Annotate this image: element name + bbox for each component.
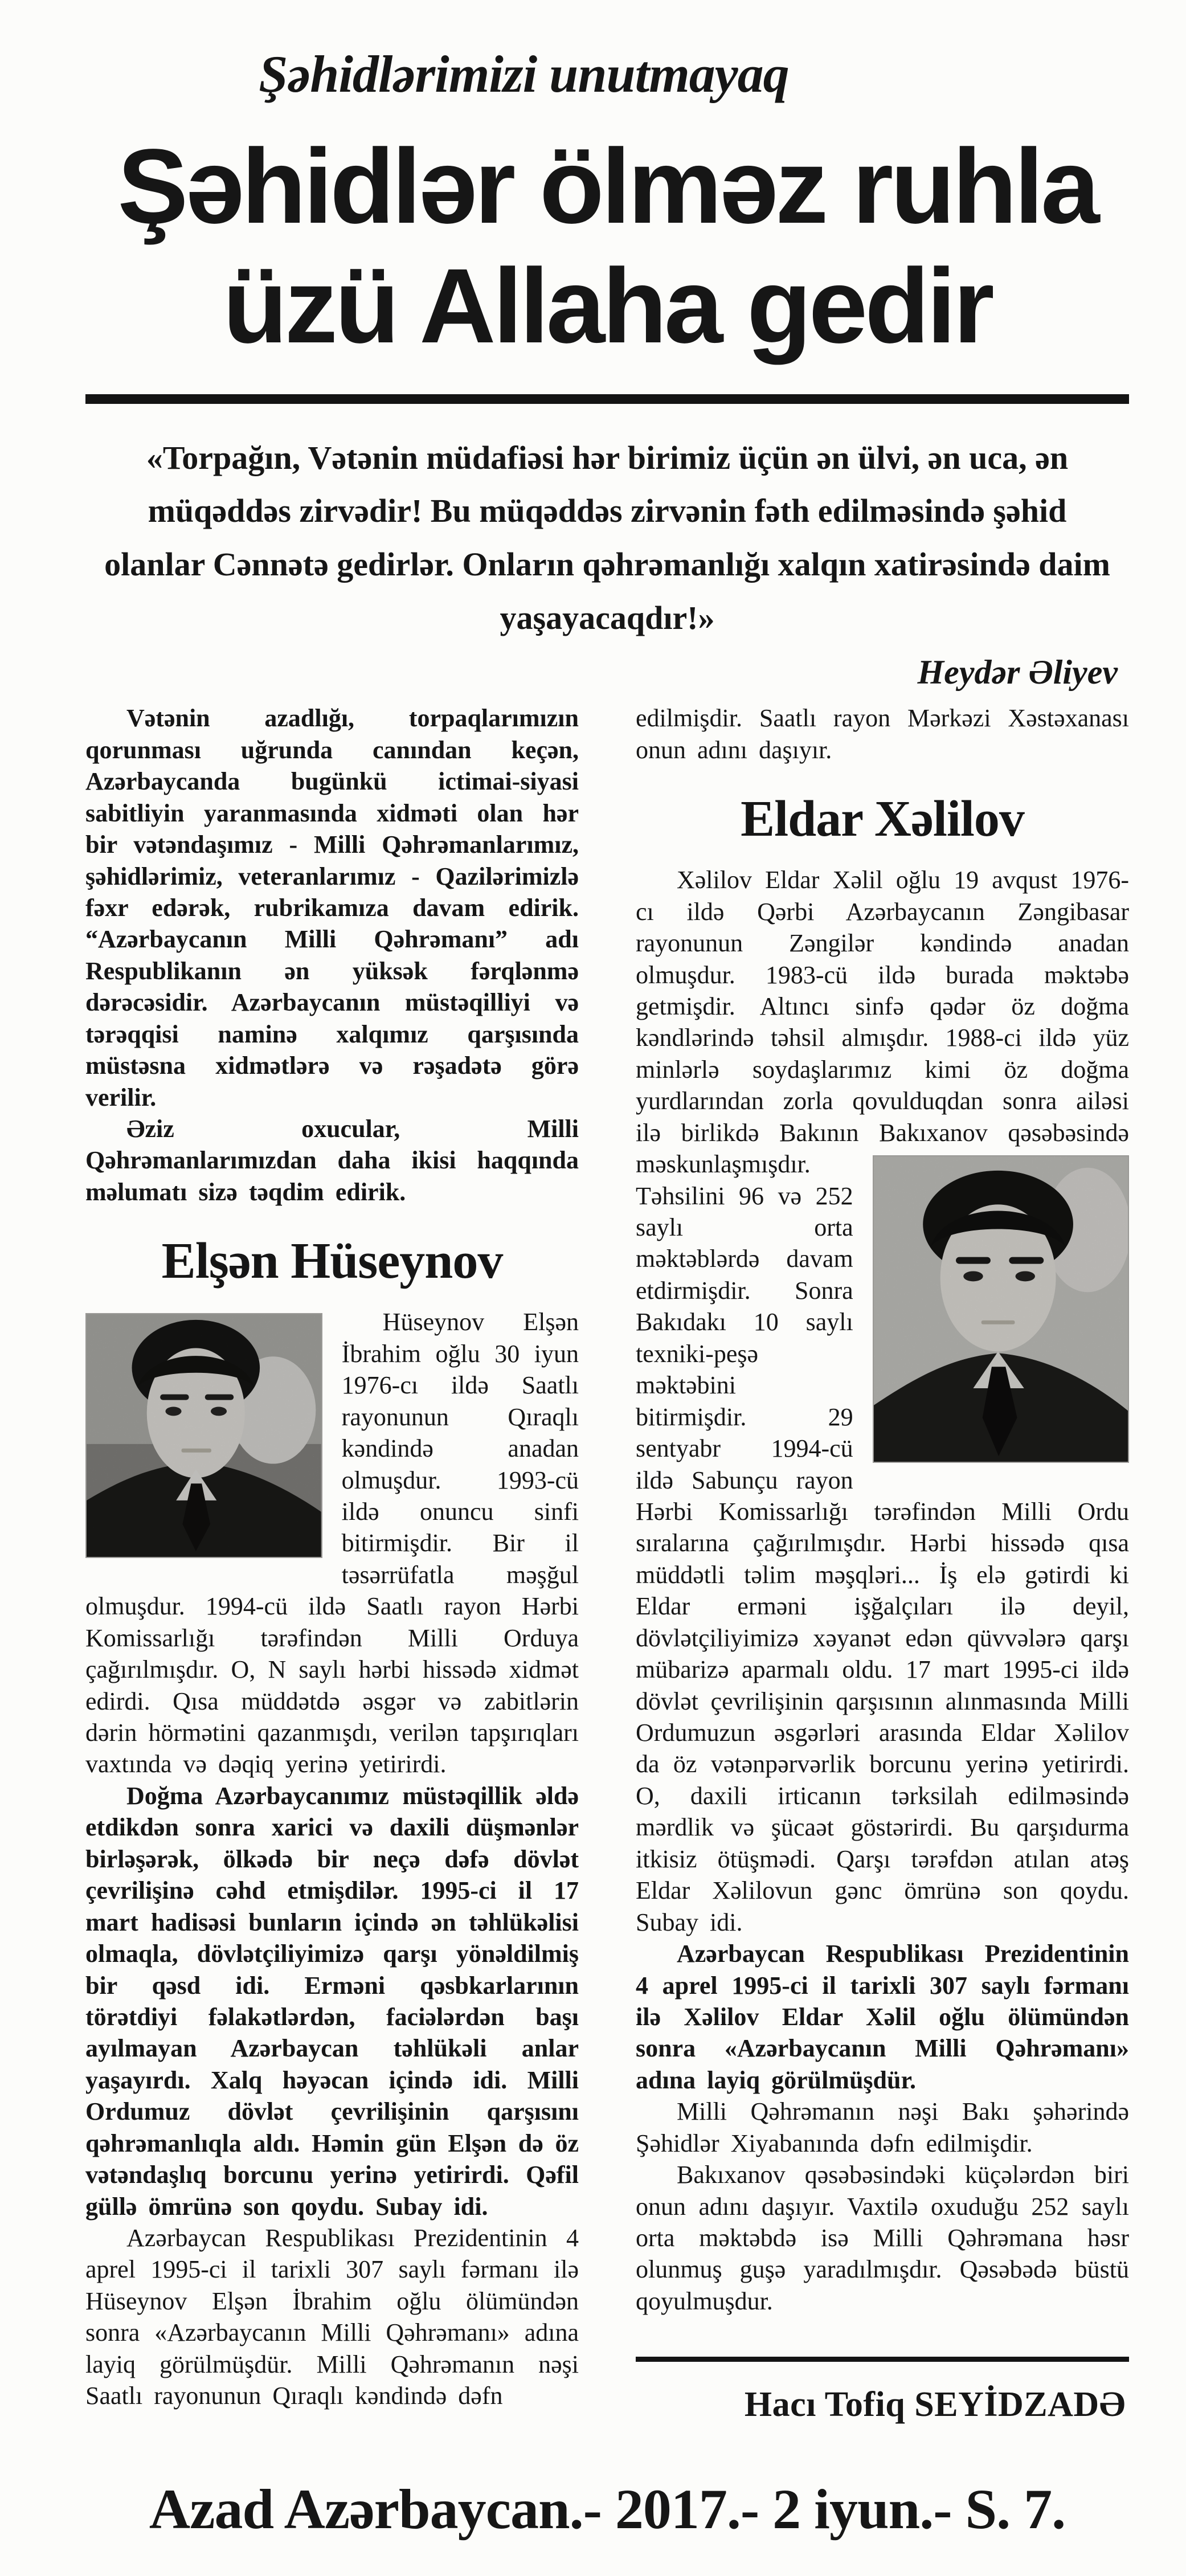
source-footer: Azad Azərbaycan.- 2017.- 2 iyun.- S. 7. — [149, 2477, 1066, 2541]
eldar-paragraph-3: Milli Qəhrəmanın nəşi Bakı şəhərində Şəhidlər Xiyabanında dəfn edilmişdir. — [636, 2097, 1129, 2157]
eldar-paragraph-2: Azərbaycan Respublikası Prezidentinin 4 aprel 1995-ci il tarixli 307 saylı fərmanı ilə Xəlilov Eldar Xəlil oğlu ölümündən sonra «Azərbaycanın Milli Qəhrəmanı» adına layiq görülmüşdür. — [636, 1940, 1129, 2094]
elshan-photo-art — [87, 1314, 321, 1557]
headline — [85, 127, 1129, 366]
eldar-paragraph-1 — [636, 864, 1129, 1938]
eldar-paragraph-1-continuation: məskunlaşmışdır. Təhsilini 96 və 252 saylı orta məktəblərdə davam etdirmişdir. Sonra Bakıdakı 10 saylı texniki-peşə məktəbini bitirmişdir. 29 sentyabr 1994-cü ildə Sabunçu rayon Hərbi Komissarlığı tərəfindən Milli Ordu sıralarına çağırılmışdır. Hərbi hissədə qısa müddətli təlim məşqləri... İş elə gətirdi ki Eldar erməni işğalçıları ilə deyil, dövlətçiliyimizə xəyanət edən qüvvələrə qarşı mübarizə aparmalı oldu. 17 mart 1995-ci ildə dövlət çevrilişinin qarşısının alınmasında Milli Ordumuzun əsgərləri arasında Eldar Xəlilov da öz vətənpərvərlik borcunu yerinə yetirirdi. O, daxili irticanın tərksilah edilməsində mərdlik və şücaət göstərirdi. Bu qarşıdurma itkisiz ötüşmədi. Qarşı tərəfdən atılan atəş Eldar Xəlilovun gənc ömrünə son qoydu. Subay idi. — [636, 1150, 1129, 1936]
byline: Hacı Tofiq SEYİDZADƏ — [744, 2385, 1126, 2424]
article-columns — [85, 702, 1129, 2425]
kicker: Şəhidlərimizi unutmayaq — [259, 45, 789, 103]
quote-attribution: Heydər Əliyev — [917, 653, 1118, 692]
elshan-paragraph-3: Azərbaycan Respublikası Prezidentinin 4 aprel 1995-ci il tarixli 307 saylı fərmanı ilə Hüseynov Elşən İbrahim oğlu ölümündən sonra «Azərbaycanın Milli Qəhrəmanı» adına layiq görülmüşdür. Milli Qəhrəmanın nəşi Saatlı rayonunun Qıraqlı kəndində dəfn — [85, 2224, 579, 2410]
lead-quote: «Torpağın, Vətənin müdafiəsi hər birimiz üçün ən ülvi, ən uca, ən müqəddəs zirvədir! Bu müqəddəs zirvənin fəth edilməsində şəhid olanlar Cənnətə gedirlər. Onların qəhrəmanlığı xalqın xatirəsində daim yaşayacaqdır!» — [104, 439, 1110, 637]
elshan-paragraph-2: Doğma Azərbaycanımız müstəqillik əldə etdikdən sonra xarici və daxili düşmənlər birləşərək, ölkədə bir neçə dəfə dövlət çevrilişinə cəhd etmişdilər. 1995-ci il 17 mart hadisəsi bunların içində ən təhlükəlisi olmaqla, dövlətçiliyimizə qarşı yönəldilmiş bir qəsd idi. Erməni qəsbkarlarının törətdiyi fəlakətlərdən, faciələrdən başı ayılmayan Azərbaycan təhlükəli anlar yaşayırdı. Xalq həyəcan içində idi. Milli Ordumuz dövlət çevrilişinin qarşısını qəhrəmanlıqla aldı. Həmin gün Elşən də öz vətəndaşlıq borcunu yerinə yetirirdi. Qəfil güllə ömrünə son qoydu. Subay idi. — [85, 1781, 579, 2221]
section-heading-eldar: Eldar Xəlilov — [741, 791, 1024, 848]
intro-paragraph-1: Vətənin azadlığı, torpaqlarımızın qorunması uğrunda canından keçən, Azərbaycanda bugünkü ictimai-siyasi sabitliyin yaranmasında xidməti olan hər bir vətəndaşımız - Milli Qəhrəmanlarımız, şəhidlərimiz, veteranlarımız - Qazilərimizlə fəxr edərək, rubrikamıza davam edirik. “Azərbaycanın Milli Qəhrəmanı” adı Respublikanın ən yüksək fərqlənmə dərəcəsidir. Azərbaycanın müstəqilliyi və tərəqqisi naminə xalqımız qarşısında müstəsna xidmətlərə və rəşadətə görə verilir. — [85, 704, 579, 1111]
eldar-paragraph-1-text: Xəlilov Eldar Xəlil oğlu 19 avqust 1976-cı ildə Qərbi Azərbaycanın Zəngibasar rayonunun Zəngilər kəndində anadan olmuşdur. 1983-cü ildə burada məktəbə getmişdir. Altıncı sinfə qədər öz doğma kəndlərində təhsil almışdır. 1988-ci ildə yüz minlərlə soydaşlarımız kimi öz doğma yurdlarından zorla qovulduqdan sonra ailəsi ilə birlikdə Bakının Bakıxanov qəsəbəsində — [636, 866, 1129, 1147]
elshan-paragraph-1 — [85, 1306, 579, 1780]
headline-rule — [85, 394, 1129, 404]
eldar-photo — [873, 1155, 1129, 1463]
byline-rule — [636, 2357, 1129, 2362]
article-header — [85, 46, 1129, 692]
right-column — [636, 702, 1129, 2425]
section-heading-elshan: Elşən Hüseynov — [161, 1233, 503, 1290]
elshan-photo — [85, 1313, 322, 1558]
intro-paragraph-2: Əziz oxucular, Milli Qəhrəmanlarımızdan daha ikisi haqqında məlumatı sizə təqdim edirik. — [85, 1115, 579, 1206]
left-column — [85, 702, 579, 2425]
eldar-photo-art — [874, 1156, 1128, 1462]
eldar-paragraph-4: Bakıxanov qəsəbəsindəki küçələrdən biri onun adını daşıyır. Vaxtilə oxuduğu 252 saylı orta məktəbdə isə Milli Qəhrəmana həsr olunmuş guşə yaradılmışdır. Qəsəbədə büstü qoyulmuşdur. — [636, 2161, 1129, 2315]
headline-line-1: Şəhidlər ölməz ruhla — [117, 128, 1097, 246]
elshan-paragraph-1-text: Hüseynov Elşən İbrahim oğlu 30 iyun 1976-cı ildə Saatlı rayonunun Qıraqlı kəndində anadan olmuşdur. 1993-cü ildə onuncu sinfi bitirmişdir. Bir il təsərrüfatla məşğul olmuşdur. 1994-cü ildə Saatlı rayon Hərbi Komissarlığı tərəfindən Milli Orduya çağırılmışdır. O, N saylı hərbi hissədə xidmət edirdi. Qısa müddətdə əsgər və zabitlərin dərin hörmətini qazanmışdı, verilən tapşırıqları vaxtında və dəqiq yerinə yetirirdi. — [85, 1308, 579, 1778]
elshan-paragraph-3-continuation: edilmişdir. Saatlı rayon Mərkəzi Xəstəxanası onun adını daşıyır. — [636, 704, 1129, 764]
headline-line-2: üzü Allaha gedir — [223, 247, 992, 366]
